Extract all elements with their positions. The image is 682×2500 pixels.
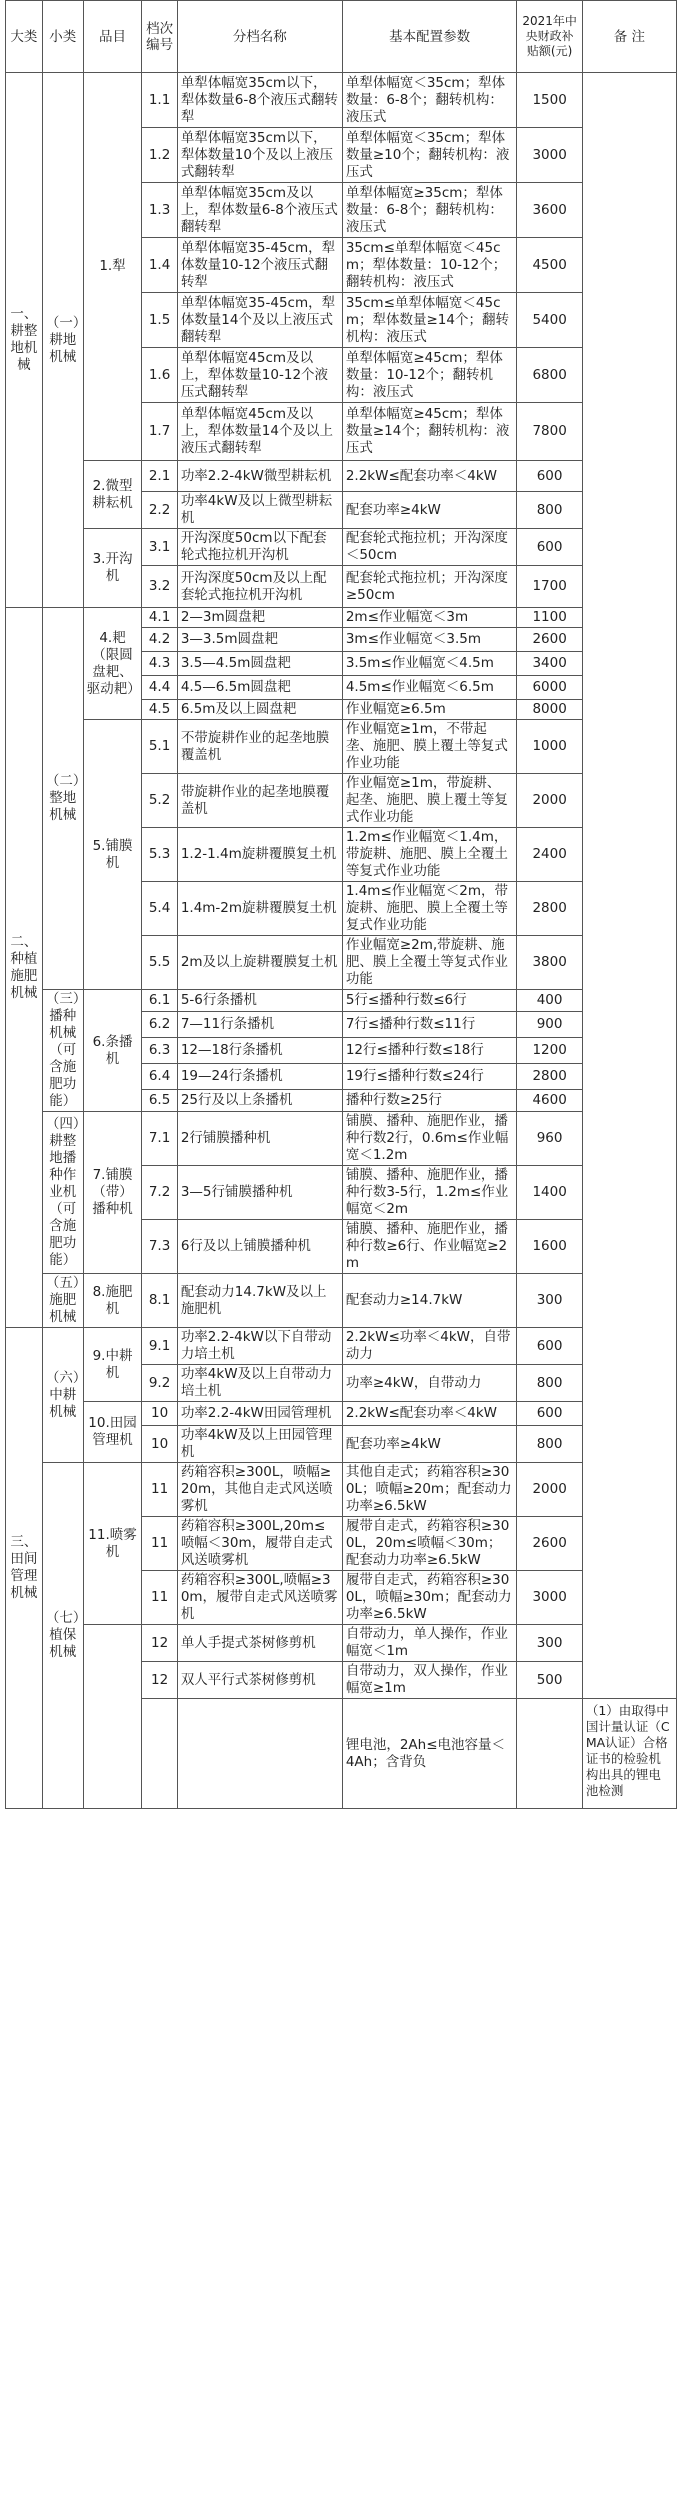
code-cell: 11 [142, 1571, 177, 1625]
table-row [6, 1112, 677, 1166]
subsidy-cell: 2000 [517, 774, 582, 828]
code-cell [142, 1699, 177, 1809]
subsidy-cell: 500 [517, 1662, 582, 1699]
code-cell: 1.4 [142, 238, 177, 293]
table-row [6, 990, 677, 1012]
subsidy-cell: 2800 [517, 882, 582, 936]
config-cell: 配套轮式拖拉机；开沟深度＜50cm [342, 529, 517, 566]
subsidy-cell: 400 [517, 990, 582, 1012]
pinmu-cell: 4.耙（限圆盘耙、驱动耙） [83, 608, 142, 720]
config-cell: 配套动力≥14.7kW [342, 1274, 517, 1328]
dalei-cell: 一、耕整地机械 [6, 73, 43, 608]
header-beizhu: 备 注 [582, 1, 676, 73]
subsidy-cell: 6800 [517, 348, 582, 403]
name-cell: 1.2-1.4m旋耕覆膜复土机 [177, 828, 342, 882]
config-cell: 单犁体幅宽≥35cm；犁体数量：6-8个；翻转机构：液压式 [342, 183, 517, 238]
subsidy-cell: 3000 [517, 1571, 582, 1625]
code-cell: 6.5 [142, 1090, 177, 1112]
code-cell: 11 [142, 1463, 177, 1517]
config-cell: 2.2kW≤配套功率＜4kW [342, 1402, 517, 1426]
header-fendang: 分档名称 [177, 1, 342, 73]
subsidy-cell: 600 [517, 1328, 582, 1365]
code-cell: 2.2 [142, 492, 177, 529]
subsidy-cell: 2400 [517, 828, 582, 882]
subsidy-cell: 300 [517, 1274, 582, 1328]
header-butie: 2021年中央财政补贴额(元) [517, 1, 582, 73]
config-cell: 单犁体幅宽＜35cm；犁体数量：6-8个；翻转机构：液压式 [342, 73, 517, 128]
config-cell: 单犁体幅宽≥45cm；犁体数量：10-12个；翻转机构：液压式 [342, 348, 517, 403]
xiaolei-cell: （一）耕地机械 [42, 73, 83, 608]
code-cell: 5.3 [142, 828, 177, 882]
table-row [6, 1625, 677, 1662]
config-cell: 单犁体幅宽≥45cm；犁体数量≥14个；翻转机构：液压式 [342, 403, 517, 461]
subsidy-cell: 1100 [517, 608, 582, 628]
name-cell: 19—24行条播机 [177, 1064, 342, 1090]
name-cell: 单犁体幅宽45cm及以上，犁体数量10-12个液压式翻转犁 [177, 348, 342, 403]
code-cell: 1.1 [142, 73, 177, 128]
name-cell: 3—3.5m圆盘耙 [177, 628, 342, 652]
code-cell: 1.6 [142, 348, 177, 403]
code-cell: 6.1 [142, 990, 177, 1012]
name-cell: 5-6行条播机 [177, 990, 342, 1012]
code-cell: 8.1 [142, 1274, 177, 1328]
subsidy-cell: 1500 [517, 73, 582, 128]
name-cell: 4.5—6.5m圆盘耙 [177, 676, 342, 700]
config-cell: 作业幅宽≥1m，不带起垄、施肥、膜上覆土等复式作业功能 [342, 720, 517, 774]
name-cell: 单犁体幅宽35-45cm，犁体数量10-12个液压式翻转犁 [177, 238, 342, 293]
subsidy-cell: 8000 [517, 700, 582, 720]
name-cell: 药箱容积≥300L，喷幅≥20m，其他自走式风送喷雾机 [177, 1463, 342, 1517]
config-cell: 2.2kW≤配套功率＜4kW [342, 461, 517, 492]
pinmu-cell: 10.田园管理机 [83, 1402, 142, 1463]
name-cell: 功率4kW及以上微型耕耘机 [177, 492, 342, 529]
name-cell: 3—5行铺膜播种机 [177, 1166, 342, 1220]
config-cell: 播种行数≥25行 [342, 1090, 517, 1112]
subsidy-cell: 3000 [517, 128, 582, 183]
config-cell: 1.4m≤作业幅宽＜2m，带旋耕、施肥、膜上全覆土等复式作业功能 [342, 882, 517, 936]
config-cell: 配套功率≥4kW [342, 1426, 517, 1463]
config-cell: 12行≤播种行数≤18行 [342, 1037, 517, 1063]
name-cell: 12—18行条播机 [177, 1037, 342, 1063]
table-body [6, 73, 677, 1809]
code-cell: 11 [142, 1517, 177, 1571]
config-cell: 单犁体幅宽＜35cm；犁体数量≥10个；翻转机构：液压式 [342, 128, 517, 183]
name-cell: 不带旋耕作业的起垄地膜覆盖机 [177, 720, 342, 774]
subsidy-cell: 1000 [517, 720, 582, 774]
pinmu-cell: 3.开沟机 [83, 529, 142, 608]
name-cell: 单犁体幅宽35cm以下，犁体数量6-8个液压式翻转犁 [177, 73, 342, 128]
code-cell: 1.7 [142, 403, 177, 461]
code-cell: 2.1 [142, 461, 177, 492]
subsidy-cell: 5400 [517, 293, 582, 348]
table-row [6, 1402, 677, 1426]
code-cell: 10 [142, 1426, 177, 1463]
name-cell: 开沟深度50cm及以上配套轮式拖拉机开沟机 [177, 566, 342, 608]
name-cell: 单犁体幅宽35cm及以上，犁体数量6-8个液压式翻转犁 [177, 183, 342, 238]
code-cell: 7.1 [142, 1112, 177, 1166]
config-cell: 3m≤作业幅宽＜3.5m [342, 628, 517, 652]
name-cell: 1.4m-2m旋耕覆膜复土机 [177, 882, 342, 936]
subsidy-cell: 2800 [517, 1064, 582, 1090]
name-cell: 单犁体幅宽45cm及以上，犁体数量14个及以上液压式翻转犁 [177, 403, 342, 461]
subsidy-cell: 4500 [517, 238, 582, 293]
name-cell: 单犁体幅宽35-45cm，犁体数量14个及以上液压式翻转犁 [177, 293, 342, 348]
code-cell: 4.2 [142, 628, 177, 652]
config-cell: 3.5m≤作业幅宽＜4.5m [342, 652, 517, 676]
config-cell: 作业幅宽≥6.5m [342, 700, 517, 720]
subsidy-cell: 800 [517, 492, 582, 529]
pinmu-cell: 1.犁 [83, 73, 142, 461]
config-cell: 2.2kW≤功率＜4kW，自带动力 [342, 1328, 517, 1365]
pinmu-cell: 7.铺膜（带）播种机 [83, 1112, 142, 1274]
name-cell: 2m及以上旋耕覆膜复土机 [177, 936, 342, 990]
name-cell: 功率4kW及以上田园管理机 [177, 1426, 342, 1463]
code-cell: 4.4 [142, 676, 177, 700]
code-cell: 3.1 [142, 529, 177, 566]
note-cell [582, 73, 676, 1699]
config-cell: 2m≤作业幅宽＜3m [342, 608, 517, 628]
name-cell: 6行及以上铺膜播种机 [177, 1220, 342, 1274]
table-row [6, 1463, 677, 1517]
name-cell: 单人手提式茶树修剪机 [177, 1625, 342, 1662]
code-cell: 5.5 [142, 936, 177, 990]
header-dangci: 档次编号 [142, 1, 177, 73]
code-cell: 1.3 [142, 183, 177, 238]
subsidy-cell: 600 [517, 461, 582, 492]
subsidy-cell: 1700 [517, 566, 582, 608]
code-cell: 4.1 [142, 608, 177, 628]
name-cell: 单犁体幅宽35cm以下，犁体数量10个及以上液压式翻转犁 [177, 128, 342, 183]
code-cell: 7.2 [142, 1166, 177, 1220]
config-cell: 19行≤播种行数≤24行 [342, 1064, 517, 1090]
dalei-cell: 二、种植施肥机械 [6, 608, 43, 1328]
config-cell: 作业幅宽≥2m,带旋耕、施肥、膜上全覆土等复式作业功能 [342, 936, 517, 990]
config-cell: 配套轮式拖拉机；开沟深度≥50cm [342, 566, 517, 608]
config-cell: 作业幅宽≥1m，带旋耕、起垄、施肥、膜上覆土等复式作业功能 [342, 774, 517, 828]
subsidy-table [5, 0, 677, 1809]
code-cell: 1.5 [142, 293, 177, 348]
xiaolei-cell: （五）施肥机械 [42, 1274, 83, 1328]
name-cell: 功率2.2-4kW微型耕耘机 [177, 461, 342, 492]
name-cell: 功率2.2-4kW田园管理机 [177, 1402, 342, 1426]
config-cell: 其他自走式；药箱容积≥300L；喷幅≥20m；配套动力功率≥6.5kW [342, 1463, 517, 1517]
subsidy-cell: 600 [517, 529, 582, 566]
subsidy-cell: 1600 [517, 1220, 582, 1274]
name-cell: 6.5m及以上圆盘耙 [177, 700, 342, 720]
subsidy-cell: 960 [517, 1112, 582, 1166]
pinmu-cell [83, 1625, 142, 1809]
code-cell: 1.2 [142, 128, 177, 183]
name-cell: 功率2.2-4kW以下自带动力培土机 [177, 1328, 342, 1365]
name-cell: 功率4kW及以上自带动力培土机 [177, 1365, 342, 1402]
config-cell: 5行≤播种行数≤6行 [342, 990, 517, 1012]
name-cell: 3.5—4.5m圆盘耙 [177, 652, 342, 676]
name-cell [177, 1699, 342, 1809]
code-cell: 4.5 [142, 700, 177, 720]
name-cell: 带旋耕作业的起垄地膜覆盖机 [177, 774, 342, 828]
pinmu-cell: 2.微型耕耘机 [83, 461, 142, 529]
name-cell: 7—11行条播机 [177, 1011, 342, 1037]
config-cell: 功率≥4kW，自带动力 [342, 1365, 517, 1402]
pinmu-cell: 6.条播机 [83, 990, 142, 1112]
name-cell: 药箱容积≥300L,20m≤喷幅＜30m，履带自走式风送喷雾机 [177, 1517, 342, 1571]
config-cell: 铺膜、播种、施肥作业，播种行数3-5行，1.2m≤作业幅宽＜2m [342, 1166, 517, 1220]
code-cell: 4.3 [142, 652, 177, 676]
subsidy-cell: 1400 [517, 1166, 582, 1220]
subsidy-cell: 2600 [517, 1517, 582, 1571]
name-cell: 药箱容积≥300L,喷幅≥30m，履带自走式风送喷雾机 [177, 1571, 342, 1625]
code-cell: 5.2 [142, 774, 177, 828]
code-cell: 3.2 [142, 566, 177, 608]
note-cell: （1）由取得中国计量认证（CMA认证）合格证书的检验机构出具的锂电池检测 [582, 1699, 676, 1809]
subsidy-cell: 600 [517, 1402, 582, 1426]
config-cell: 履带自走式，药箱容积≥300L，喷幅≥30m；配套动力功率≥6.5kW [342, 1571, 517, 1625]
subsidy-cell: 800 [517, 1365, 582, 1402]
subsidy-cell: 2600 [517, 628, 582, 652]
xiaolei-cell: （六）中耕机械 [42, 1328, 83, 1463]
config-cell: 35cm≤单犁体幅宽＜45cm；犁体数量：10-12个；翻转机构：液压式 [342, 238, 517, 293]
code-cell: 5.4 [142, 882, 177, 936]
code-cell: 5.1 [142, 720, 177, 774]
name-cell: 开沟深度50cm以下配套轮式拖拉机开沟机 [177, 529, 342, 566]
table-row [6, 73, 677, 128]
xiaolei-cell: （三）播种机械（可含施肥功能） [42, 990, 83, 1112]
subsidy-cell: 3800 [517, 936, 582, 990]
header-row [6, 1, 677, 73]
table-row [6, 1328, 677, 1365]
subsidy-cell: 7800 [517, 403, 582, 461]
table-row [6, 529, 677, 566]
config-cell: 锂电池，2Ah≤电池容量＜4Ah；含背负 [342, 1699, 517, 1809]
code-cell: 12 [142, 1625, 177, 1662]
xiaolei-cell: （二）整地机械 [42, 608, 83, 990]
code-cell: 12 [142, 1662, 177, 1699]
dalei-cell: 三、田间管理机械 [6, 1328, 43, 1809]
subsidy-cell: 1200 [517, 1037, 582, 1063]
subsidy-cell: 3600 [517, 183, 582, 238]
name-cell: 双人平行式茶树修剪机 [177, 1662, 342, 1699]
table-row [6, 461, 677, 492]
header-peizhi: 基本配置参数 [342, 1, 517, 73]
pinmu-cell: 8.施肥机 [83, 1274, 142, 1328]
config-cell: 配套功率≥4kW [342, 492, 517, 529]
header-dalei: 大类 [6, 1, 43, 73]
subsidy-cell: 2000 [517, 1463, 582, 1517]
subsidy-cell: 3400 [517, 652, 582, 676]
config-cell: 4.5m≤作业幅宽＜6.5m [342, 676, 517, 700]
config-cell: 自带动力，单人操作，作业幅宽＜1m [342, 1625, 517, 1662]
config-cell: 铺膜、播种、施肥作业，播种行数≥6行、作业幅宽≥2m [342, 1220, 517, 1274]
code-cell: 7.3 [142, 1220, 177, 1274]
subsidy-cell [517, 1699, 582, 1809]
name-cell: 25行及以上条播机 [177, 1090, 342, 1112]
name-cell: 2行铺膜播种机 [177, 1112, 342, 1166]
config-cell: 1.2m≤作业幅宽＜1.4m，带旋耕、施肥、膜上全覆土等复式作业功能 [342, 828, 517, 882]
config-cell: 铺膜、播种、施肥作业，播种行数2行，0.6m≤作业幅宽＜1.2m [342, 1112, 517, 1166]
code-cell: 6.4 [142, 1064, 177, 1090]
config-cell: 自带动力，双人操作，作业幅宽≥1m [342, 1662, 517, 1699]
header-pinmu: 品目 [83, 1, 142, 73]
config-cell: 35cm≤单犁体幅宽＜45cm；犁体数量≥14个；翻转机构：液压式 [342, 293, 517, 348]
table-row [6, 720, 677, 774]
subsidy-cell: 800 [517, 1426, 582, 1463]
config-cell: 7行≤播种行数≤11行 [342, 1011, 517, 1037]
code-cell: 9.1 [142, 1328, 177, 1365]
pinmu-cell: 11.喷雾机 [83, 1463, 142, 1625]
code-cell: 10 [142, 1402, 177, 1426]
subsidy-cell: 900 [517, 1011, 582, 1037]
config-cell: 履带自走式，药箱容积≥300L，20m≤喷幅＜30m；配套动力功率≥6.5kW [342, 1517, 517, 1571]
table-row [6, 1274, 677, 1328]
xiaolei-cell: （七）植保机械 [42, 1463, 83, 1809]
subsidy-cell: 300 [517, 1625, 582, 1662]
name-cell: 配套动力14.7kW及以上施肥机 [177, 1274, 342, 1328]
code-cell: 6.2 [142, 1011, 177, 1037]
table-row [6, 608, 677, 628]
header-xiaolei: 小类 [42, 1, 83, 73]
subsidy-cell: 4600 [517, 1090, 582, 1112]
name-cell: 2—3m圆盘耙 [177, 608, 342, 628]
pinmu-cell: 9.中耕机 [83, 1328, 142, 1402]
xiaolei-cell: （四）耕整地播种作业机（可含施肥功能） [42, 1112, 83, 1274]
code-cell: 6.3 [142, 1037, 177, 1063]
subsidy-cell: 6000 [517, 676, 582, 700]
pinmu-cell: 5.铺膜机 [83, 720, 142, 990]
code-cell: 9.2 [142, 1365, 177, 1402]
